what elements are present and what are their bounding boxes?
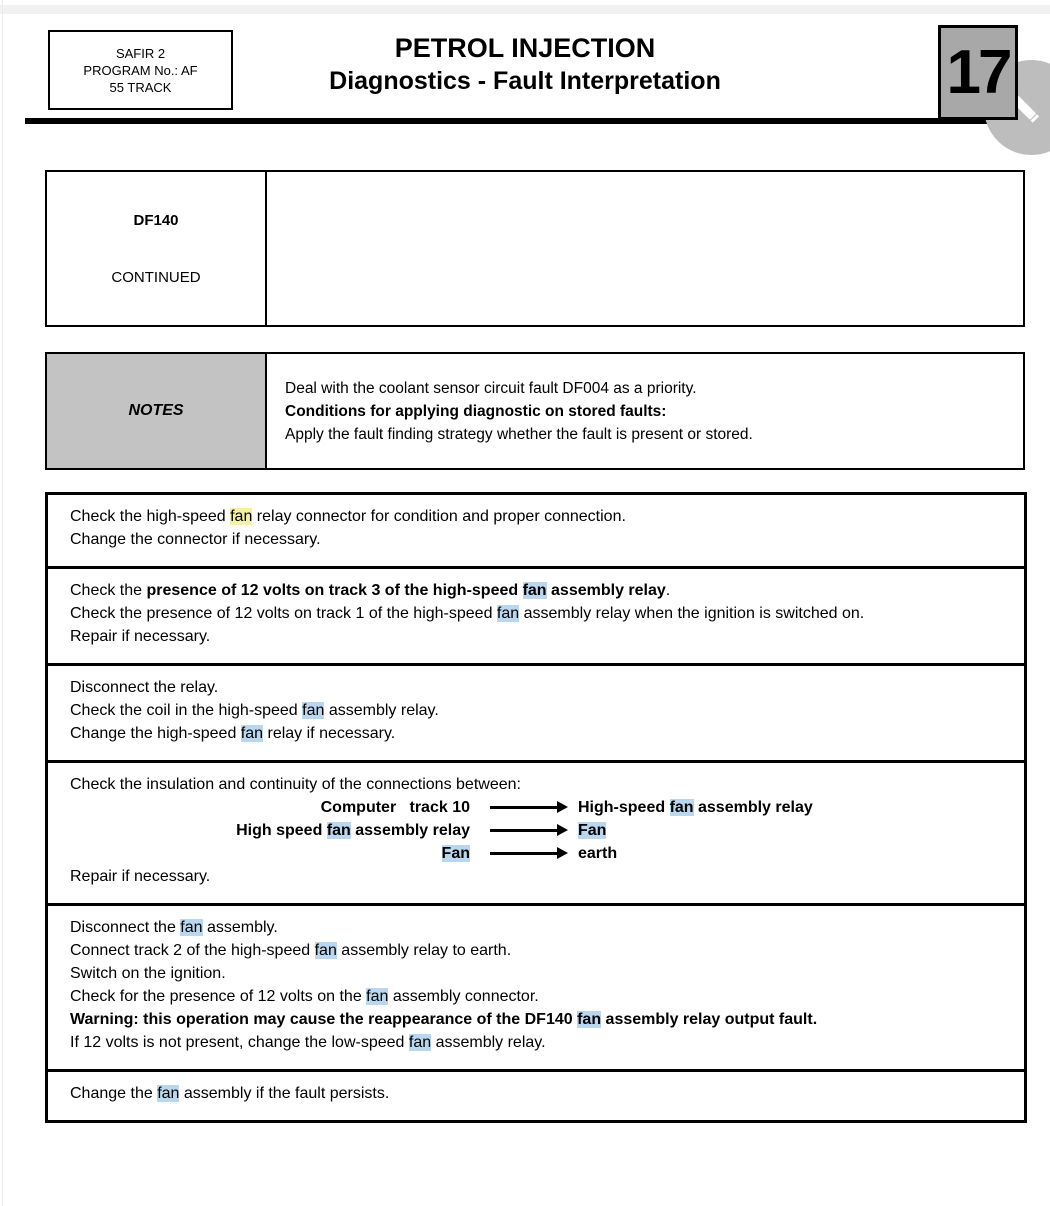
text-segment: Connect track 2 of the high-speed xyxy=(70,942,315,959)
fault-code: DF140 xyxy=(133,211,179,229)
connection-from xyxy=(70,796,470,819)
text-segment: Conditions for applying diagnostic on stored faults: xyxy=(285,402,667,420)
text-segment: earth xyxy=(578,845,618,862)
text-segment: Check the insulation and continuity of the connections between: xyxy=(70,776,521,793)
text-segment: assembly if the fault persists. xyxy=(179,1085,390,1102)
text-segment: Apply the fault finding strategy whether the fault is present or stored. xyxy=(285,425,753,443)
search-highlight: fan xyxy=(326,822,351,839)
page-title: PETROL INJECTION xyxy=(394,33,656,63)
arrow-icon xyxy=(470,829,578,832)
text-segment: Check the xyxy=(70,582,147,599)
notes-label-cell xyxy=(47,354,267,468)
text-line xyxy=(70,505,1000,528)
search-highlight: fan xyxy=(522,582,547,599)
page-subtitle: Diagnostics - Fault Interpretation xyxy=(329,67,721,95)
text-line xyxy=(70,1082,1000,1105)
search-highlight: fan xyxy=(240,725,264,742)
text-segment: Switch on the ignition. xyxy=(70,965,226,982)
text-segment: assembly relay when the ignition is switched on. xyxy=(519,605,865,622)
arrow-icon xyxy=(470,806,578,809)
text-segment: . xyxy=(665,582,671,599)
text-line xyxy=(70,1031,1000,1054)
search-highlight: fan xyxy=(230,508,253,525)
search-highlight: fan xyxy=(366,988,389,1005)
text-segment: assembly relay output fault. xyxy=(601,1011,818,1028)
search-highlight: fan xyxy=(314,942,337,959)
program-info-line: PROGRAM No.: AF xyxy=(83,62,198,78)
text-line xyxy=(70,699,1000,722)
text-segment: Warning: this operation may cause the reappearance of the DF140 xyxy=(70,1011,578,1028)
fault-code-cell xyxy=(47,172,267,325)
text-segment: assembly relay xyxy=(350,822,470,839)
text-segment: relay if necessary. xyxy=(263,725,396,742)
page-number-box xyxy=(938,25,1018,120)
text-segment: Check the presence of 12 volts on track 1 of the high-speed xyxy=(70,605,497,622)
text-line xyxy=(70,722,1000,745)
text-segment: assembly relay. xyxy=(324,702,439,719)
connection-to xyxy=(578,796,1000,819)
text-segment: relay connector for condition and proper connection. xyxy=(252,508,626,525)
text-line xyxy=(285,423,1023,446)
search-highlight: fan xyxy=(157,1085,180,1102)
text-segment: Disconnect the xyxy=(70,919,181,936)
text-segment: Change the xyxy=(70,1085,158,1102)
text-line xyxy=(70,602,1000,625)
program-info-line: 55 TRACK xyxy=(109,79,172,95)
diagnostic-step xyxy=(48,495,1024,566)
page-left-edge xyxy=(2,0,3,1206)
search-highlight: fan xyxy=(180,919,203,936)
page-header xyxy=(0,0,1050,140)
text-line xyxy=(70,985,1000,1008)
diagnostic-step xyxy=(48,760,1024,903)
notes-box xyxy=(45,352,1025,470)
connection-to xyxy=(578,842,1000,865)
search-highlight: fan xyxy=(669,799,694,816)
text-segment: assembly relay xyxy=(546,582,666,599)
connection-row xyxy=(70,842,1000,865)
program-info-line: SAFIR 2 xyxy=(115,45,166,61)
text-line xyxy=(285,377,1023,400)
diagnostic-steps-box xyxy=(45,492,1027,1123)
text-line xyxy=(70,865,1000,888)
text-segment: Change the connector if necessary. xyxy=(70,531,321,548)
text-segment: High speed xyxy=(236,822,327,839)
text-line xyxy=(70,916,1000,939)
text-segment: Computer track 10 xyxy=(320,799,470,816)
diagnostic-step xyxy=(48,1069,1024,1120)
text-line xyxy=(70,773,1000,796)
notes-label: NOTES xyxy=(128,402,184,419)
text-line xyxy=(70,962,1000,985)
connection-row xyxy=(70,819,1000,842)
text-line xyxy=(70,1008,1000,1031)
search-highlight: fan xyxy=(302,702,325,719)
text-segment: Repair if necessary. xyxy=(70,628,211,645)
page-number: 17 xyxy=(946,38,1010,107)
text-segment: presence of 12 volts on track 3 of the high-speed xyxy=(146,582,523,599)
text-segment: assembly relay. xyxy=(431,1034,546,1051)
text-segment: If 12 volts is not present, change the low-speed xyxy=(70,1034,409,1051)
search-highlight: fan xyxy=(408,1034,432,1051)
notes-text xyxy=(267,354,1023,468)
text-line xyxy=(70,625,1000,648)
text-segment: Check the coil in the high-speed xyxy=(70,702,303,719)
text-segment: Repair if necessary. xyxy=(70,868,211,885)
text-segment: High-speed xyxy=(578,799,670,816)
fault-status: CONTINUED xyxy=(111,268,201,286)
text-line xyxy=(70,676,1000,699)
search-highlight: fan xyxy=(496,605,520,622)
diagnostic-step xyxy=(48,663,1024,760)
text-segment: Check the high-speed xyxy=(70,508,231,525)
text-line xyxy=(70,528,1000,551)
fault-code-box xyxy=(45,170,1025,327)
text-segment: assembly relay xyxy=(693,799,813,816)
diagnostic-step xyxy=(48,566,1024,663)
text-line xyxy=(70,579,1000,602)
text-segment: assembly connector. xyxy=(388,988,539,1005)
connection-row xyxy=(70,796,1000,819)
header-rule xyxy=(25,118,1021,124)
arrow-icon xyxy=(470,852,578,855)
search-highlight: Fan xyxy=(578,822,607,839)
title-block xyxy=(0,32,1050,96)
text-segment: assembly relay to earth. xyxy=(336,942,512,959)
fault-code-empty-cell xyxy=(267,172,1023,325)
text-segment: assembly. xyxy=(202,919,278,936)
connection-from xyxy=(70,842,470,865)
connection-from xyxy=(70,819,470,842)
text-segment: Change the high-speed xyxy=(70,725,241,742)
text-line xyxy=(285,400,1023,423)
connection-to xyxy=(578,819,1000,842)
text-segment: Check for the presence of 12 volts on the xyxy=(70,988,367,1005)
text-segment: Disconnect the relay. xyxy=(70,679,219,696)
search-highlight: Fan xyxy=(441,845,470,862)
search-highlight: fan xyxy=(577,1011,602,1028)
text-line xyxy=(70,939,1000,962)
text-segment: Deal with the coolant sensor circuit fault DF004 as a priority. xyxy=(285,379,697,397)
diagnostic-step xyxy=(48,903,1024,1069)
